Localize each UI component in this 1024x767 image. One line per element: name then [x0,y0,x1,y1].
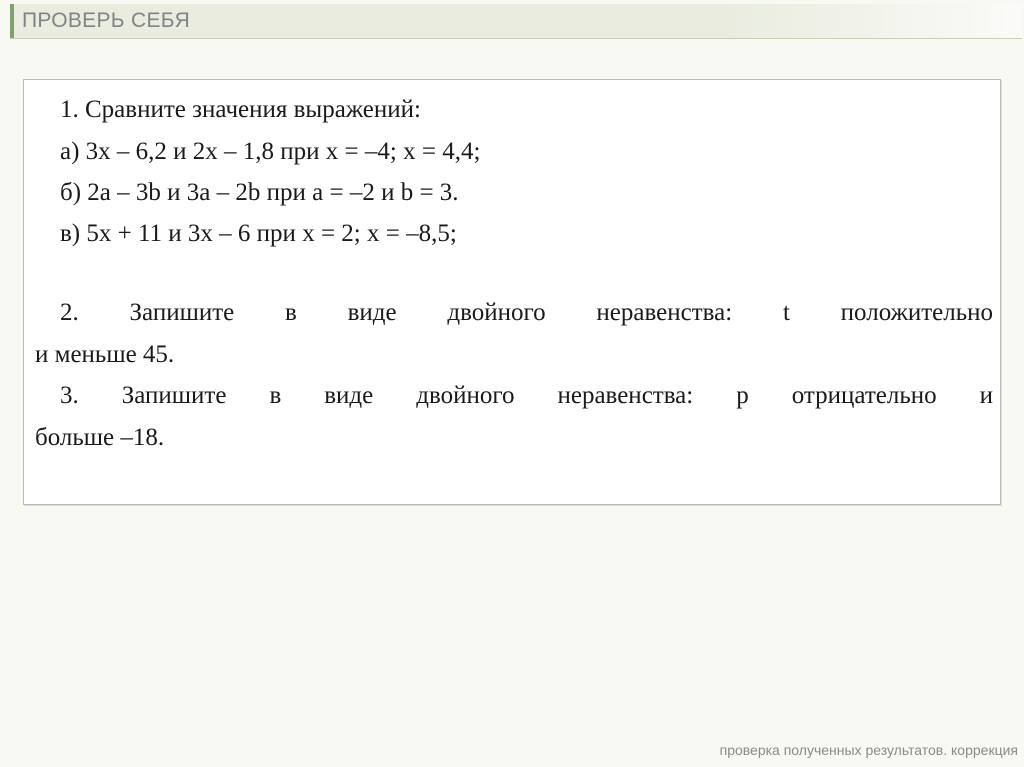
footer-caption: проверка полученных результатов. коррекция [719,742,1018,758]
task-1c: в) 5x + 11 и 3x – 6 при x = 2; x = –8,5; [60,220,457,247]
task-3-line-1: 3. Запишите в виде двойного неравенства: p отрицательно и [60,382,993,409]
header-fade [722,4,1022,38]
task-2-line-1: 2. Запишите в виде двойного неравенства: t положительно [60,299,993,326]
task-2-line-2: и меньше 45. [35,341,175,368]
task-1-title: 1. Сравните значения выражений: [60,96,421,123]
task-3-line-2: больше –18. [35,424,165,451]
slide-title: ПРОВЕРЬ СЕБЯ [22,9,191,32]
task-1a: а) 3x – 6,2 и 2x – 1,8 при x = –4; x = 4,4; [60,138,481,165]
header-accent-stripe [10,4,14,38]
task-1b: б) 2a – 3b и 3a – 2b при a = –2 и b = 3. [60,179,459,206]
